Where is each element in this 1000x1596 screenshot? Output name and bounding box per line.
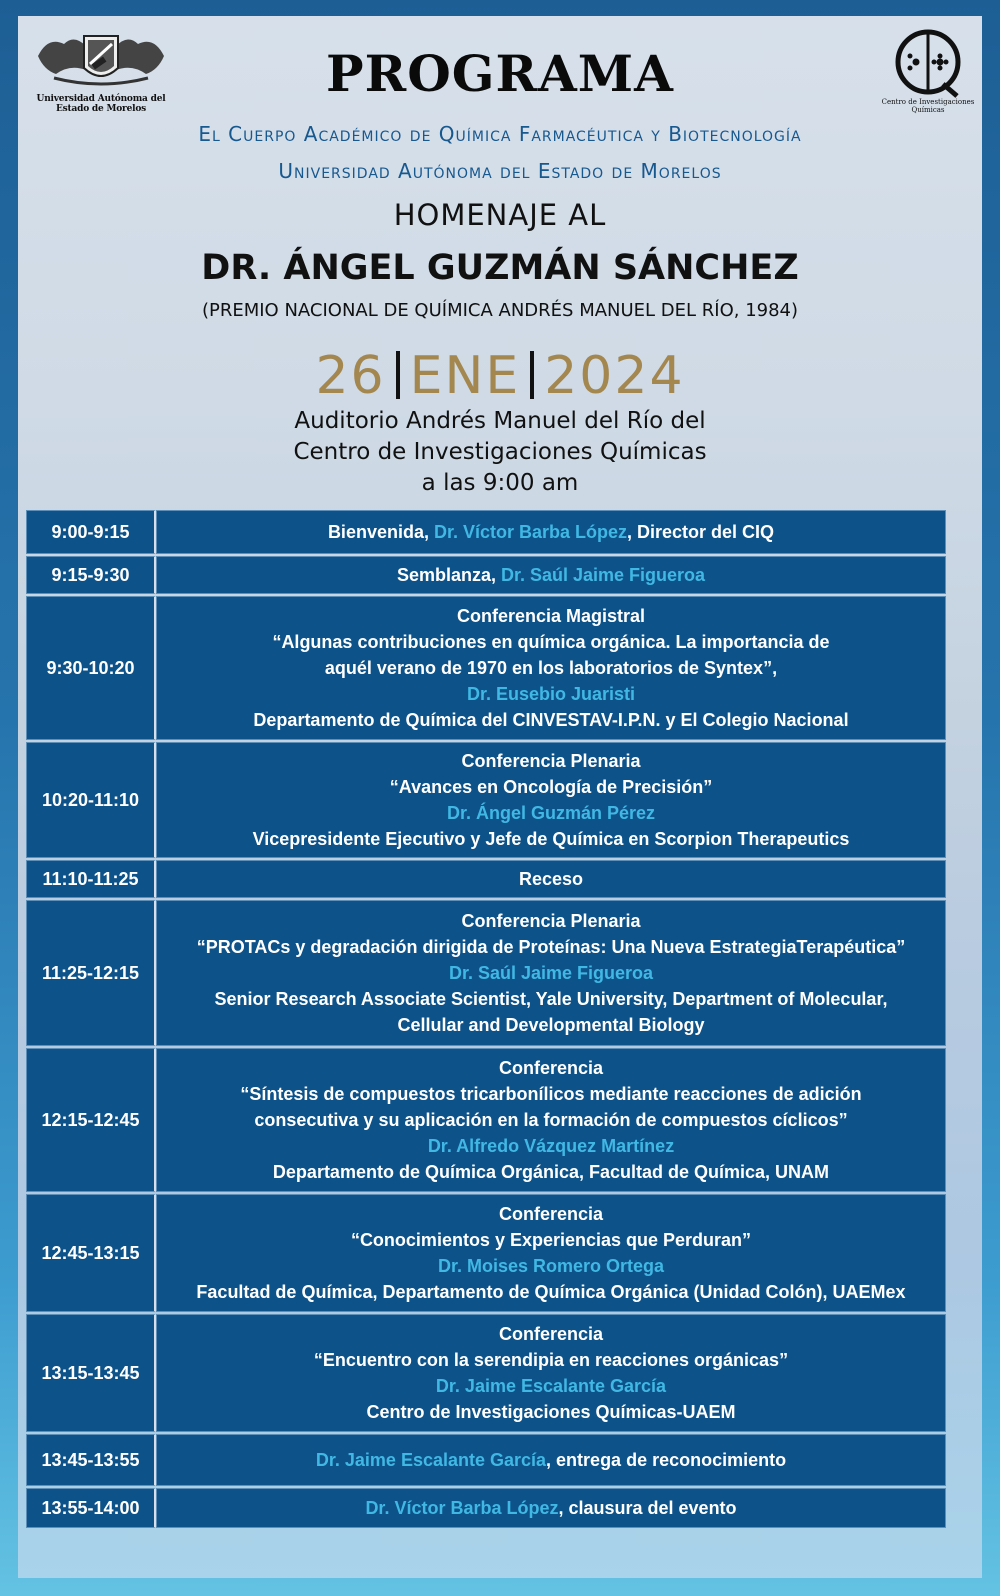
speaker-name: Dr. Ángel Guzmán Pérez [446,803,656,823]
talk-title: consecutiva y su aplicación en la formación de compuestos cíclicos” [254,1110,848,1130]
event-text: , clausura del evento [558,1498,737,1518]
date-day: 26 [315,346,386,406]
event-cell [156,742,946,858]
table-row [26,860,946,898]
honoree-name: DR. ÁNGEL GUZMÁN SÁNCHEZ [201,248,799,288]
speaker-affiliation: Cellular and Developmental Biology [397,1015,705,1035]
subtitle-cuerpo-academico: El Cuerpo Académico de Química Farmacéutica y Biotecnología [198,122,802,146]
time-cell: 12:15-12:45 [26,1048,156,1192]
event-cell [156,1314,946,1432]
time-cell: 13:45-13:55 [26,1434,156,1486]
table-row [26,556,946,594]
table-row [26,1488,946,1528]
event-cell [156,556,946,594]
event-cell [156,596,946,740]
speaker-name: Dr. Saúl Jaime Figueroa [500,565,706,585]
event-text: Semblanza, [396,565,501,585]
talk-title: “Algunas contribuciones en química orgánica. La importancia de [272,632,830,652]
talk-type: Conferencia Plenaria [461,751,641,771]
event-cell [156,900,946,1046]
talk-title: “Avances en Oncología de Precisión” [389,777,713,797]
speaker-name: Dr. Víctor Barba López [365,1498,559,1518]
uaem-logo-text: Universidad Autónoma del Estado de Morelos [36,94,166,114]
date-separator [396,351,400,399]
speaker-affiliation: Departamento de Química del CINVESTAV-I.P.N. y El Colegio Nacional [253,710,849,730]
talk-type: Conferencia [498,1324,604,1344]
ciq-logo-text: Centro de Investigaciones Químicas [881,98,975,114]
talk-type: Conferencia [498,1058,604,1078]
table-row [26,596,946,740]
date-separator [530,351,534,399]
speaker-affiliation: Facultad de Química, Departamento de Química Orgánica (Unidad Colón), UAEMex [196,1282,906,1302]
speaker-affiliation: Departamento de Química Orgánica, Facultad de Química, UNAM [272,1162,830,1182]
homenaje-heading: HOMENAJE AL [393,198,607,232]
time-cell: 13:15-13:45 [26,1314,156,1432]
speaker-name: Dr. Eusebio Juaristi [466,684,636,704]
award-line: (PREMIO NACIONAL DE QUÍMICA ANDRÉS MANUEL DEL RÍO, 1984) [201,300,799,321]
speaker-affiliation: Vicepresidente Ejecutivo y Jefe de Química en Scorpion Therapeutics [252,829,850,849]
time-cell: 10:20-11:10 [26,742,156,858]
speaker-affiliation: Centro de Investigaciones Químicas-UAEM [366,1402,736,1422]
talk-type: Conferencia Magistral [456,606,646,626]
event-text: , Director del CIQ [627,522,775,542]
event-cell: Receso [156,860,946,898]
table-row [26,510,946,554]
talk-type: Conferencia Plenaria [461,911,641,931]
speaker-name: Dr. Jaime Escalante García [435,1376,667,1396]
talk-title: “Conocimientos y Experiencias que Perduran” [350,1230,752,1250]
speaker-affiliation: Senior Research Associate Scientist, Yale University, Department of Molecular, [214,989,888,1009]
talk-title: “Síntesis de compuestos tricarbonílicos mediante reacciones de adición [240,1084,862,1104]
event-date [18,346,982,406]
table-row [26,1194,946,1312]
speaker-name: Dr. Víctor Barba López [433,522,628,542]
page-title: PROGRAMA [326,44,674,103]
venue-line: Centro de Investigaciones Químicas [293,439,707,465]
speaker-name: Dr. Saúl Jaime Figueroa [448,963,654,983]
event-cell [156,1194,946,1312]
time-cell: 9:15-9:30 [26,556,156,594]
table-row [26,742,946,858]
event-text: Bienvenida, [327,522,434,542]
speaker-name: Dr. Moises Romero Ortega [437,1256,665,1276]
venue [18,406,982,499]
table-row [26,1048,946,1192]
venue-line: Auditorio Andrés Manuel del Río del [294,408,706,434]
talk-type: Conferencia [498,1204,604,1224]
time-cell: 9:00-9:15 [26,510,156,554]
event-cell [156,1434,946,1486]
table-row [26,1434,946,1486]
talk-title: aquél verano de 1970 en los laboratorios de Syntex”, [324,658,778,678]
speaker-name: Dr. Alfredo Vázquez Martínez [427,1136,675,1156]
event-cell [156,510,946,554]
date-month: ENE [409,346,521,406]
venue-time: a las 9:00 am [421,470,579,496]
event-text: , entrega de reconocimiento [546,1450,787,1470]
table-row [26,1314,946,1432]
talk-title: “PROTACs y degradación dirigida de Proteínas: Una Nueva EstrategiaTerapéutica” [196,937,906,957]
schedule-table [26,508,946,1530]
event-cell [156,1048,946,1192]
time-cell: 11:10-11:25 [26,860,156,898]
speaker-name: Dr. Jaime Escalante García [315,1450,547,1470]
talk-title: “Encuentro con la serendipia en reacciones orgánicas” [313,1350,789,1370]
time-cell: 12:45-13:15 [26,1194,156,1312]
time-cell: 11:25-12:15 [26,900,156,1046]
subtitle-universidad: Universidad Autónoma del Estado de Morelos [278,159,722,183]
time-cell: 13:55-14:00 [26,1488,156,1528]
table-row [26,900,946,1046]
event-cell [156,1488,946,1528]
date-year: 2024 [544,346,685,406]
time-cell: 9:30-10:20 [26,596,156,740]
